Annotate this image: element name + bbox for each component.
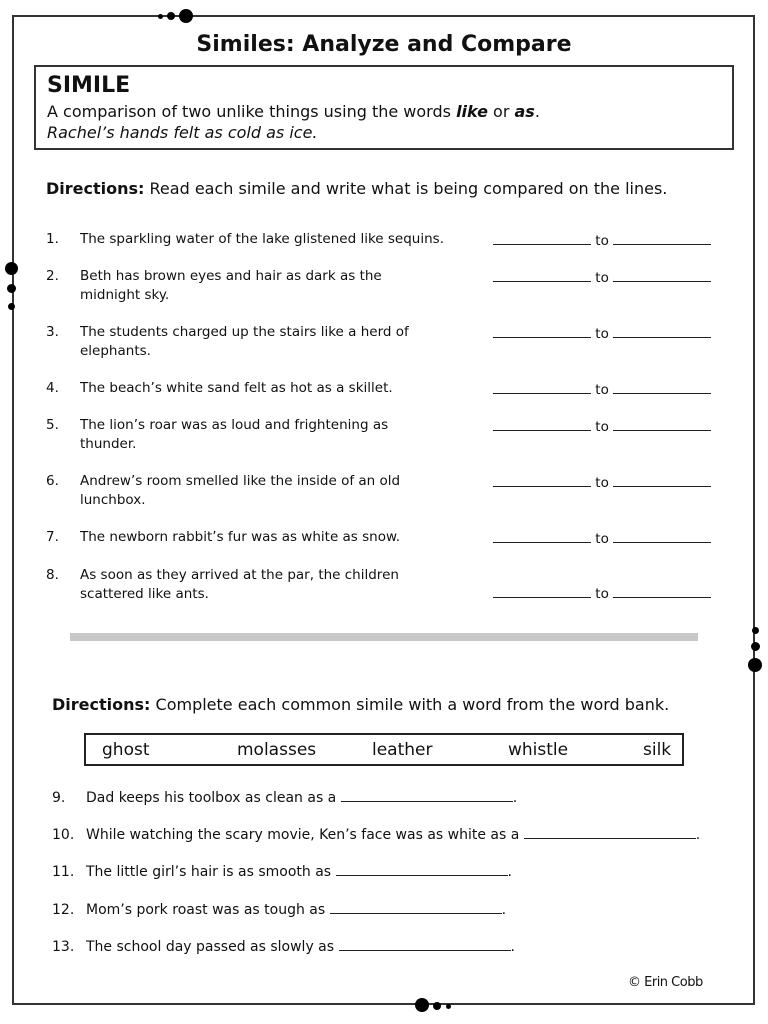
item-text: As soon as they arrived at the par, the children scattered like ants. <box>80 567 399 602</box>
word-bank-item: ghost <box>102 740 150 760</box>
directions-1 <box>46 179 667 198</box>
answer-line[interactable] <box>524 824 696 839</box>
answer-blank-pair[interactable] <box>493 267 711 288</box>
decor-dot <box>433 1002 441 1010</box>
item-text: Dad keeps his toolbox as clean as a <box>86 790 341 806</box>
item-number: 11. <box>52 864 75 880</box>
item-text: The school day passed as slowly as <box>86 939 339 955</box>
answer-line[interactable] <box>613 416 711 431</box>
item-text: The students charged up the stairs like a herd of elephants. <box>80 324 409 359</box>
answer-line[interactable] <box>336 861 508 876</box>
answer-line[interactable] <box>493 323 591 338</box>
item-number: 5. <box>46 417 59 433</box>
decor-dot <box>7 284 16 293</box>
answer-blank-pair[interactable] <box>493 528 711 549</box>
answer-line[interactable] <box>493 472 591 487</box>
answer-line[interactable] <box>613 379 711 394</box>
item-number: 4. <box>46 380 59 396</box>
list-item <box>52 899 506 920</box>
word-bank-item: whistle <box>508 740 569 760</box>
answer-line[interactable] <box>613 583 711 598</box>
item-text: The little girl’s hair is as smooth as <box>86 864 336 880</box>
answer-line[interactable] <box>330 899 502 914</box>
item-number: 2. <box>46 268 59 284</box>
directions-label: Directions: <box>52 695 151 714</box>
item-text: Beth has brown eyes and hair as dark as the midnight sky. <box>80 268 382 303</box>
decor-dot <box>167 12 175 20</box>
item-text: The beach’s white sand felt as hot as a skillet. <box>80 380 393 396</box>
answer-line[interactable] <box>493 528 591 543</box>
page-title: Similes: Analyze and Compare <box>196 32 572 57</box>
item-text: Andrew’s room smelled like the inside of an old lunchbox. <box>80 473 401 508</box>
word-bank-item: silk <box>643 740 672 760</box>
answer-line[interactable] <box>613 230 711 245</box>
to-label: to <box>595 326 609 342</box>
section-divider <box>70 633 698 641</box>
to-label: to <box>595 531 609 547</box>
answer-blank-pair[interactable] <box>493 472 711 493</box>
answer-line[interactable] <box>339 936 511 951</box>
item-text: While watching the scary movie, Ken’s face was as white as a <box>86 827 524 843</box>
item-number: 6. <box>46 473 59 489</box>
directions-2 <box>52 695 669 714</box>
list-item <box>52 787 517 808</box>
definition-text-or: or <box>487 102 515 121</box>
decor-dot <box>748 658 762 672</box>
decor-dot <box>179 9 193 23</box>
list-item <box>52 824 700 845</box>
answer-line[interactable] <box>341 787 513 802</box>
directions-label: Directions: <box>46 179 145 198</box>
list-item <box>52 861 512 882</box>
answer-blank-pair[interactable] <box>493 416 711 437</box>
answer-line[interactable] <box>493 416 591 431</box>
answer-blank-pair[interactable] <box>493 379 711 400</box>
answer-blank-pair[interactable] <box>493 583 711 604</box>
decor-dot <box>415 998 429 1012</box>
answer-line[interactable] <box>493 230 591 245</box>
decor-dot <box>446 1004 451 1009</box>
item-number: 7. <box>46 529 59 545</box>
item-end: . <box>507 864 512 880</box>
to-label: to <box>595 419 609 435</box>
directions-text: Complete each common simile with a word from the word bank. <box>150 695 670 714</box>
item-end: . <box>501 902 507 918</box>
to-label: to <box>595 382 609 398</box>
item-text: The sparkling water of the lake glistened like sequins. <box>80 231 444 247</box>
item-text: The newborn rabbit’s fur was as white as snow. <box>80 529 401 545</box>
answer-line[interactable] <box>613 267 711 282</box>
item-text: Mom’s pork roast was as tough as <box>86 902 330 918</box>
definition-text-part: A comparison of two unlike things using the words <box>47 102 457 121</box>
definition-text <box>47 101 721 123</box>
to-label: to <box>595 586 609 602</box>
answer-line[interactable] <box>613 323 711 338</box>
definition-heading: SIMILE <box>47 73 131 98</box>
item-number: 9. <box>52 790 66 806</box>
answer-line[interactable] <box>493 379 591 394</box>
to-label: to <box>595 270 609 286</box>
item-number: 3. <box>46 324 59 340</box>
decor-dot <box>8 303 15 310</box>
answer-line[interactable] <box>613 472 711 487</box>
item-end: . <box>695 827 701 843</box>
definition-example: Rachel’s hands felt as cold as ice. <box>47 123 318 142</box>
item-end: . <box>510 939 515 955</box>
item-number: 1. <box>46 231 59 247</box>
item-text: The lion’s roar was as loud and frightening as thunder. <box>80 417 389 452</box>
word-bank-item: molasses <box>237 740 317 760</box>
keyword-as: as <box>514 102 535 121</box>
answer-blank-pair[interactable] <box>493 230 711 251</box>
keyword-like: like <box>456 102 488 121</box>
item-number: 8. <box>46 567 59 583</box>
to-label: to <box>595 233 609 249</box>
word-bank <box>84 733 684 766</box>
answer-blank-pair[interactable] <box>493 323 711 344</box>
decor-dot <box>158 14 163 19</box>
decor-dot <box>752 627 759 634</box>
answer-line[interactable] <box>493 267 591 282</box>
decor-dot <box>751 642 760 651</box>
word-bank-item: leather <box>372 740 433 760</box>
copyright-credit: © Erin Cobb <box>628 975 703 990</box>
definition-box <box>34 65 734 150</box>
item-end: . <box>512 790 518 806</box>
item-number: 10. <box>52 827 75 843</box>
decor-dot <box>5 262 18 275</box>
to-label: to <box>595 475 609 491</box>
item-number: 12. <box>52 902 75 918</box>
answer-line[interactable] <box>613 528 711 543</box>
item-number: 13. <box>52 939 75 955</box>
list-item <box>52 936 515 957</box>
definition-period: . <box>534 102 540 121</box>
answer-line[interactable] <box>493 583 591 598</box>
page-border <box>12 15 755 1005</box>
directions-text: Read each simile and write what is being compared on the lines. <box>144 179 668 198</box>
